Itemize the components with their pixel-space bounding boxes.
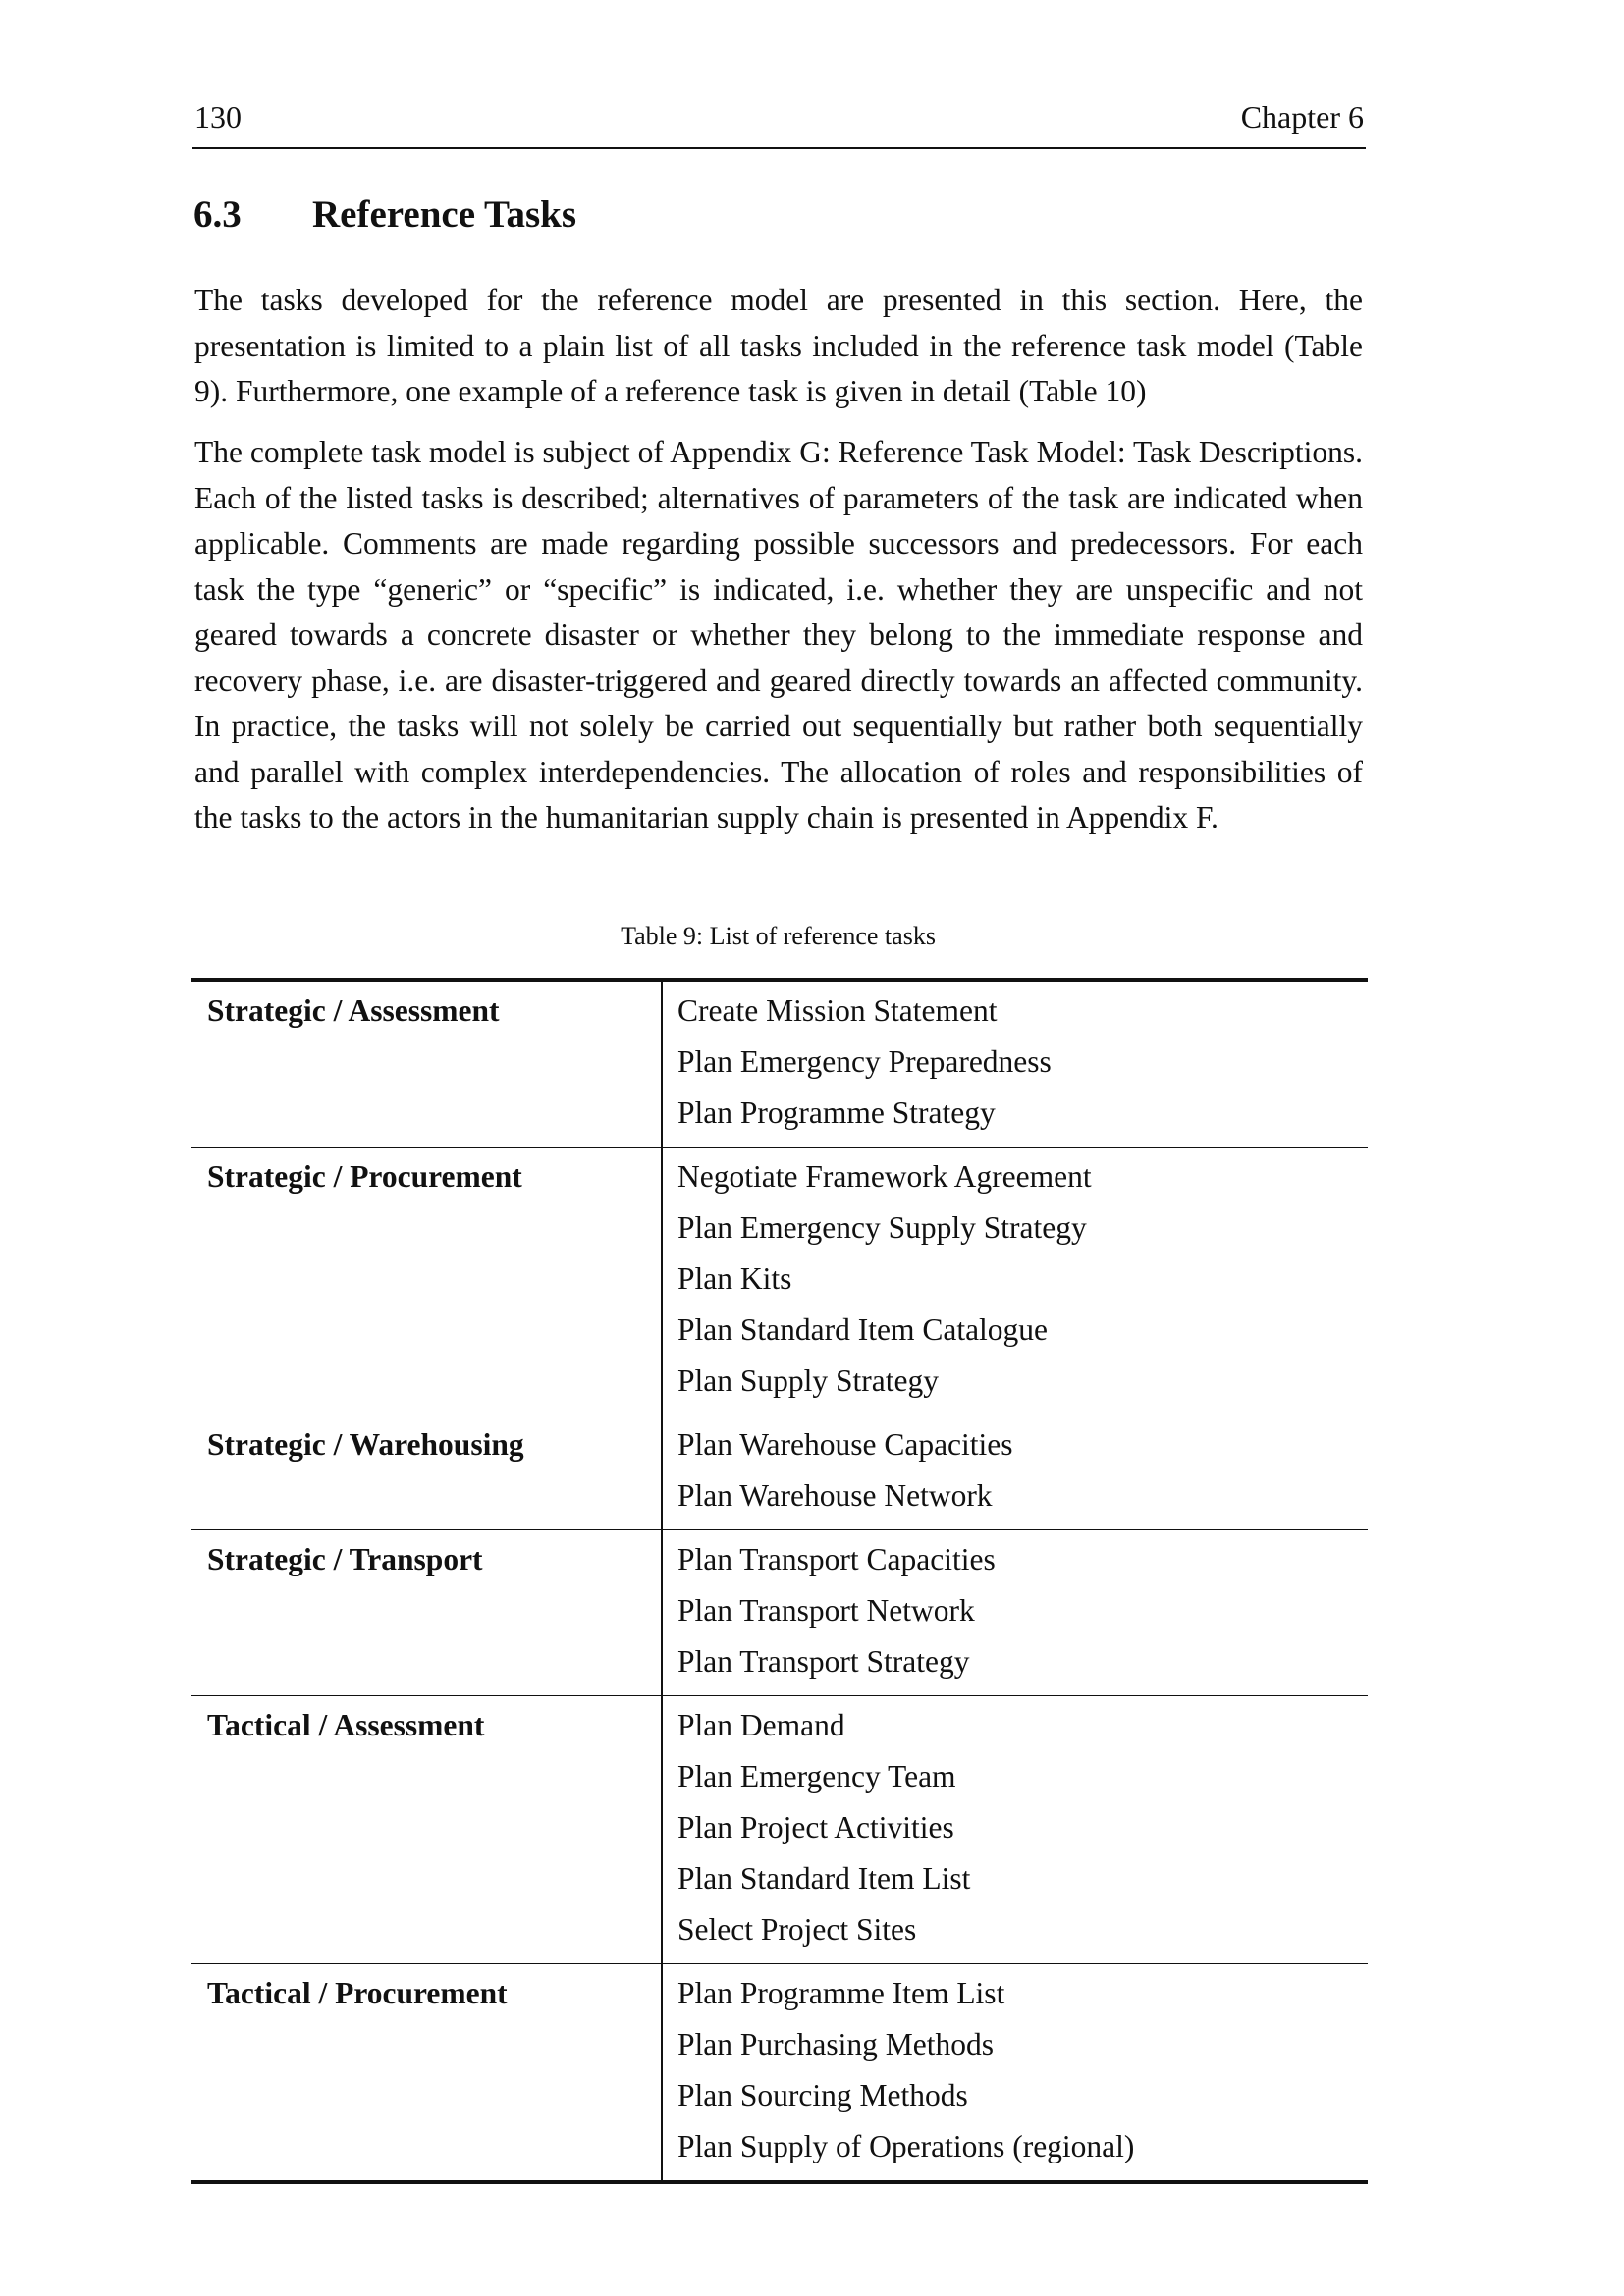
task-item: Select Project Sites (677, 1912, 917, 1947)
category-cell: Strategic / Procurement (191, 1148, 662, 1415)
body-paragraph-1: The tasks developed for the reference model are presented in this section. Here, the presentation is limited to a plain list of all tasks included in the reference task model (Table 9). Furthermore, one example of a reference task is given in detail (Table 10) (194, 283, 1363, 408)
task-item: Plan Supply of Operations (regional) (677, 2129, 1135, 2163)
task-item: Plan Emergency Supply Strategy (677, 1210, 1087, 1245)
task-item: Plan Sourcing Methods (677, 2078, 968, 2112)
task-item: Plan Emergency Preparedness (677, 1044, 1052, 1079)
table-row (191, 1696, 1368, 1964)
task-item: Negotiate Framework Agreement (677, 1159, 1092, 1194)
tasks-cell (662, 1964, 1368, 2183)
task-item: Plan Programme Item List (677, 1976, 1005, 2010)
category-cell: Tactical / Procurement (191, 1964, 662, 2183)
section-heading (193, 192, 576, 238)
page-number: 130 (194, 99, 242, 134)
task-item: Plan Supply Strategy (677, 1363, 939, 1398)
table-row (191, 1415, 1368, 1530)
task-item: Plan Transport Capacities (677, 1542, 996, 1576)
task-item: Plan Demand (677, 1708, 845, 1742)
tasks-cell (662, 1415, 1368, 1530)
task-item: Plan Warehouse Capacities (677, 1427, 1013, 1462)
tasks-cell (662, 1696, 1368, 1964)
tasks-cell (662, 1530, 1368, 1696)
chapter-label: Chapter 6 (1240, 99, 1364, 134)
category-cell: Tactical / Assessment (191, 1696, 662, 1964)
category-cell: Strategic / Assessment (191, 980, 662, 1148)
task-item: Plan Standard Item Catalogue (677, 1312, 1049, 1347)
task-item: Plan Standard Item List (677, 1861, 971, 1896)
table-row (191, 1148, 1368, 1415)
task-item: Plan Project Activities (677, 1810, 954, 1844)
page-header (192, 98, 1366, 149)
section-number: 6.3 (193, 193, 242, 236)
task-item: Create Mission Statement (677, 993, 998, 1028)
reference-tasks-table (191, 978, 1368, 2184)
task-item: Plan Emergency Team (677, 1759, 956, 1793)
table-row (191, 1530, 1368, 1696)
task-item: Plan Transport Strategy (677, 1644, 970, 1679)
category-cell: Strategic / Warehousing (191, 1415, 662, 1530)
table-row (191, 980, 1368, 1148)
tasks-cell (662, 980, 1368, 1148)
table-row (191, 1964, 1368, 2183)
tasks-cell (662, 1148, 1368, 1415)
task-item: Plan Programme Strategy (677, 1095, 996, 1130)
table-caption: Table 9: List of reference tasks (621, 922, 936, 950)
body-paragraph-2: The complete task model is subject of Appendix G: Reference Task Model: Task Descriptions. Each of the listed tasks is described; alternatives of parameters of the task are indicated when applicable. Comments are made regarding possible successors and predecessors. For each task the type “generic” or “specific” is indicated, i.e. whether they are unspecific and not geared towards a concrete disaster or whether they belong to the immediate response and recovery phase, i.e. are disaster-triggered and geared directly towards an affected community. In practice, the tasks will not solely be carried out sequentially but rather both sequentially and parallel with complex interdependencies. The allocation of roles and responsibilities of the tasks to the actors in the humanitarian supply chain is presented in Appendix F. (194, 435, 1363, 834)
task-item: Plan Kits (677, 1261, 792, 1296)
category-cell: Strategic / Transport (191, 1530, 662, 1696)
task-item: Plan Purchasing Methods (677, 2027, 994, 2061)
section-title: Reference Tasks (312, 193, 577, 236)
task-item: Plan Transport Network (677, 1593, 975, 1628)
task-item: Plan Warehouse Network (677, 1478, 993, 1513)
